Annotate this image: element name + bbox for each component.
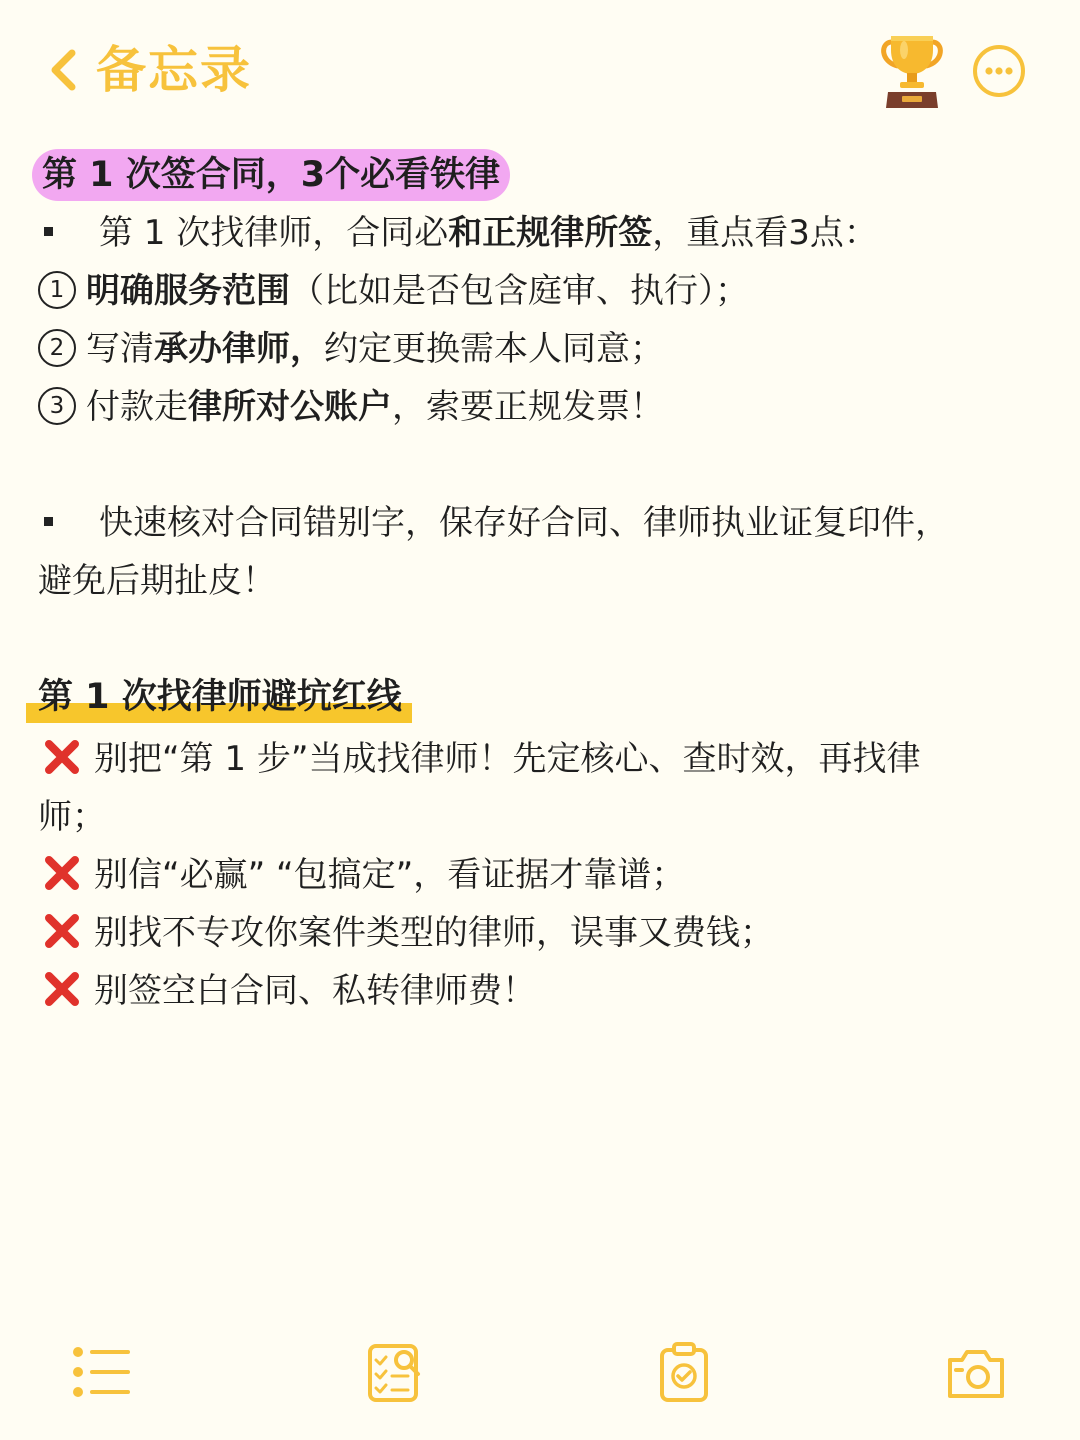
bullet-square <box>44 227 53 236</box>
number-circle: 3 <box>38 387 76 425</box>
section-title-redlines: 第 1 次找律师避坑红线 <box>26 671 412 723</box>
chevron-left-icon <box>48 49 78 91</box>
camera-icon[interactable] <box>944 1340 1008 1404</box>
bullet-item: 快速核对合同错别字，保存好合同、律师执业证复印件， <box>38 494 1028 552</box>
checklist-icon[interactable] <box>68 1340 132 1404</box>
nav-bar <box>0 0 1080 140</box>
bullet-square <box>44 517 53 526</box>
rule-item-continued: 师； <box>38 797 106 837</box>
rule-item: 别信“必赢” “包搞定”，看证据才靠谱； <box>38 846 1028 904</box>
more-icon[interactable] <box>972 44 1026 98</box>
cross-mark-icon <box>42 911 82 951</box>
search-document-icon[interactable] <box>364 1340 428 1404</box>
bullet-item-continued: 避免后期扯皮！ <box>38 561 276 601</box>
back-label: 备忘录 <box>96 41 252 99</box>
numbered-item: 1 明确服务范围（比如是否包含庭审、执行）； <box>38 262 1028 320</box>
clipboard-check-icon[interactable] <box>652 1340 716 1404</box>
rule-item: 别把“第 1 步”当成找律师！先定核心、查时效，再找律 <box>38 730 1028 788</box>
numbered-item: 3 付款走律所对公账户，索要正规发票！ <box>38 378 1028 436</box>
cross-mark-icon <box>42 969 82 1009</box>
bullet-item: 第 1 次找律师，合同必和正规律所签，重点看3点： <box>38 204 1028 262</box>
section-title-contract: 第 1 次签合同，3个必看铁律 <box>32 149 510 201</box>
trophy-icon <box>878 32 946 110</box>
number-circle: 2 <box>38 329 76 367</box>
numbered-item: 2 写清承办律师，约定更换需本人同意； <box>38 320 1028 378</box>
back-button[interactable] <box>48 38 252 102</box>
rule-item: 别签空白合同、私转律师费！ <box>38 962 1028 1020</box>
number-circle: 1 <box>38 271 76 309</box>
cross-mark-icon <box>42 853 82 893</box>
rule-item: 别找不专攻你案件类型的律师，误事又费钱； <box>38 904 1028 962</box>
bottom-toolbar <box>0 1340 1080 1420</box>
cross-mark-icon <box>42 737 82 777</box>
note-body[interactable] <box>38 146 1028 1020</box>
